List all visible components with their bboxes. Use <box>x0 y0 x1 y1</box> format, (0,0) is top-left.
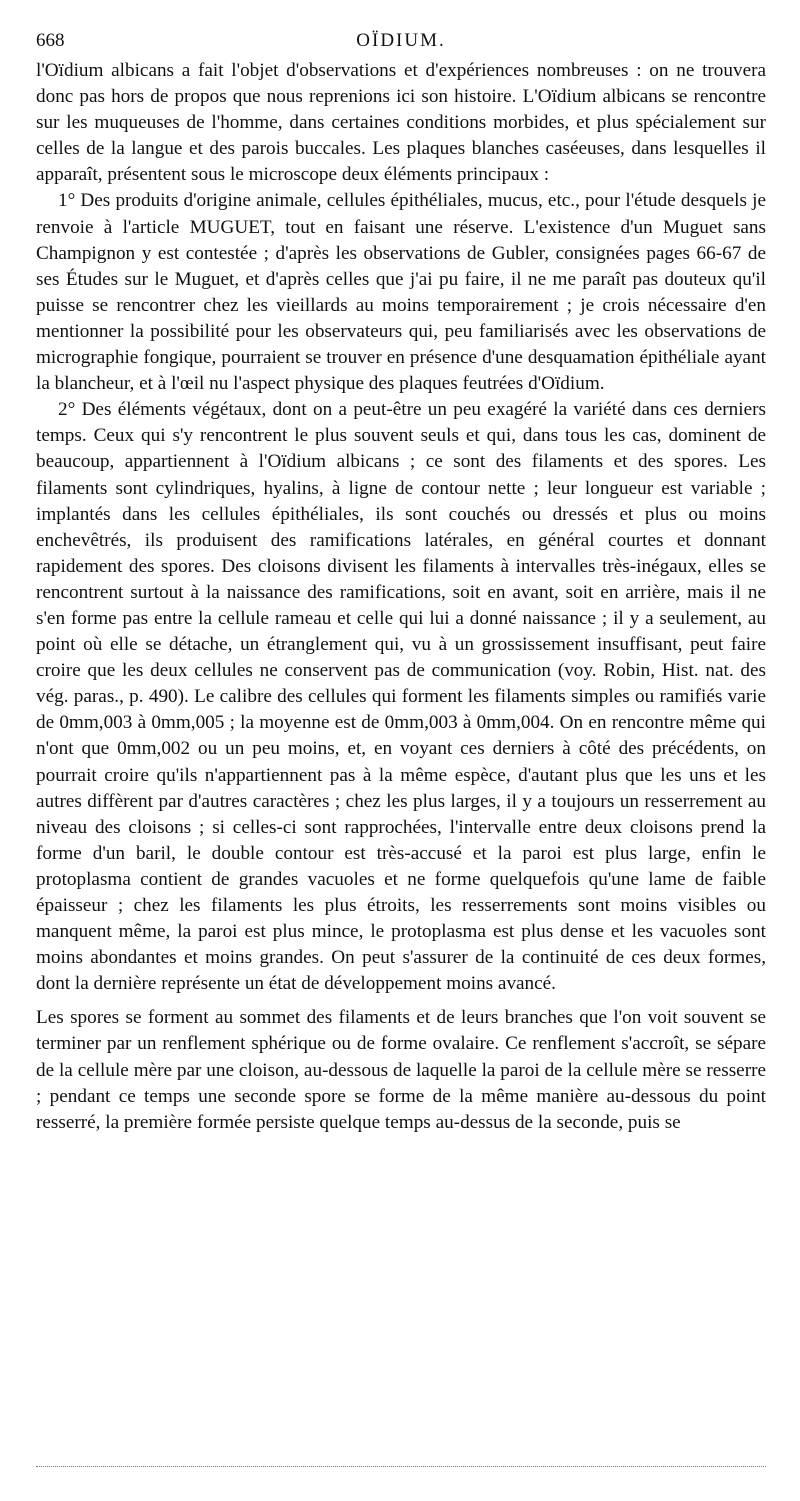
body-text <box>36 58 766 1136</box>
document-page <box>36 30 766 1136</box>
paragraph-vegetal-elements: 2° Des éléments végétaux, dont on a peut-être un peu exagéré la variété dans ces derniers temps. Ceux qui s'y rencontrent le plus souvent seuls et qui, dans tous les cas, dominent de beaucoup, appartiennent à l'Oïdium albicans ; ce sont des filaments et des spores. Les filaments sont cylindriques, hyalins, à ligne de contour nette ; leur longueur est variable ; implantés dans les cellules épithéliales, ils sont couchés ou dressés et plus ou moins enchevêtrés, ils produisent des ramifications latérales, en général courtes et donnant rapidement des spores. Des cloisons divisent les filaments à intervalles très-inégaux, elles se rencontrent surtout à la naissance des ramifications, soit en avant, soit en arrière, mais il ne s'en forme pas entre la cellule rameau et celle qui lui a donné naissance ; il y a seulement, au point où elle se détache, un étranglement qui, vu à un grossissement insuffisant, peut faire croire que les deux cellules ne conservent pas de communication (voy. Robin, Hist. nat. des vég. paras., p. 490). Le calibre des cellules qui forment les filaments simples ou ramifiés varie de 0mm,003 à 0mm,005 ; la moyenne est de 0mm,003 à 0mm,004. On en rencontre même qui n'ont que 0mm,002 ou un peu moins, et, en voyant ces derniers à côté des précédents, on pourrait croire qu'ils n'appartiennent pas à la même espèce, d'autant plus que les uns et les autres diffèrent par d'autres caractères ; chez les plus larges, il y a toujours un resserrement au niveau des cloisons ; si celles-ci sont rapprochées, l'intervalle entre deux cloisons prend la forme d'un baril, le double contour est très-accusé et la paroi est plus large, enfin le protoplasma contient de grandes vacuoles et ne forme quelquefois qu'une lame de faible épaisseur ; chez les filaments les plus étroits, les resserrements sont moins visibles ou manquent même, la paroi est plus mince, le protoplasma est plus dense et les vacuoles sont moins abondantes et moins grandes. On peut s'assurer de la continuité de ces deux formes, dont la dernière représente un état de développement moins avancé. <box>36 399 766 995</box>
running-title: OÏDIUM. <box>356 30 446 51</box>
paragraph-intro: l'Oïdium albicans a fait l'objet d'observations et d'expériences nombreuses : on ne trouvera donc pas hors de propos que nous reprenions ici son histoire. L'Oïdium albicans se rencontre sur les muqueuses de l'homme, dans certaines conditions morbides, et plus spécialement sur celles de la langue et des parois buccales. Les plaques blanches caséeuses, dans lesquelles il apparaît, présentent sous le microscope deux éléments principaux : <box>36 60 766 186</box>
page-header <box>36 30 766 58</box>
footer-rule <box>36 1466 766 1467</box>
paragraph-animal-products: 1° Des produits d'origine animale, cellules épithéliales, mucus, etc., pour l'étude desquels je renvoie à l'article MUGUET, tout en faisant une réserve. L'existence d'un Muguet sans Champignon y est contestée ; d'après les observations de Gubler, consignées pages 66-67 de ses Études sur le Muguet, et d'après celles que j'ai pu faire, il ne me paraît pas douteux qu'il puisse se rencontrer chez les vieillards au moins temporairement ; je crois nécessaire d'en mentionner la possibilité pour les observateurs qui, peu familiarisés avec les observations de micrographie fongique, pourraient se trouver en présence d'une desquamation épithéliale ayant la blancheur, et à l'œil nu l'aspect physique des plaques feutrées d'Oïdium. <box>36 190 766 395</box>
page-number: 668 <box>36 30 65 51</box>
paragraph-spores: Les spores se forment au sommet des filaments et de leurs branches que l'on voit souvent se terminer par un renflement sphérique ou de forme ovalaire. Ce renflement s'accroît, se sépare de la cellule mère par une cloison, au-dessous de laquelle la paroi de la cellule mère se resserre ; pendant ce temps une seconde spore se forme de la même manière au-dessous du point resserré, la première formée persiste quelque temps au-dessus de la seconde, puis se <box>36 1007 766 1133</box>
